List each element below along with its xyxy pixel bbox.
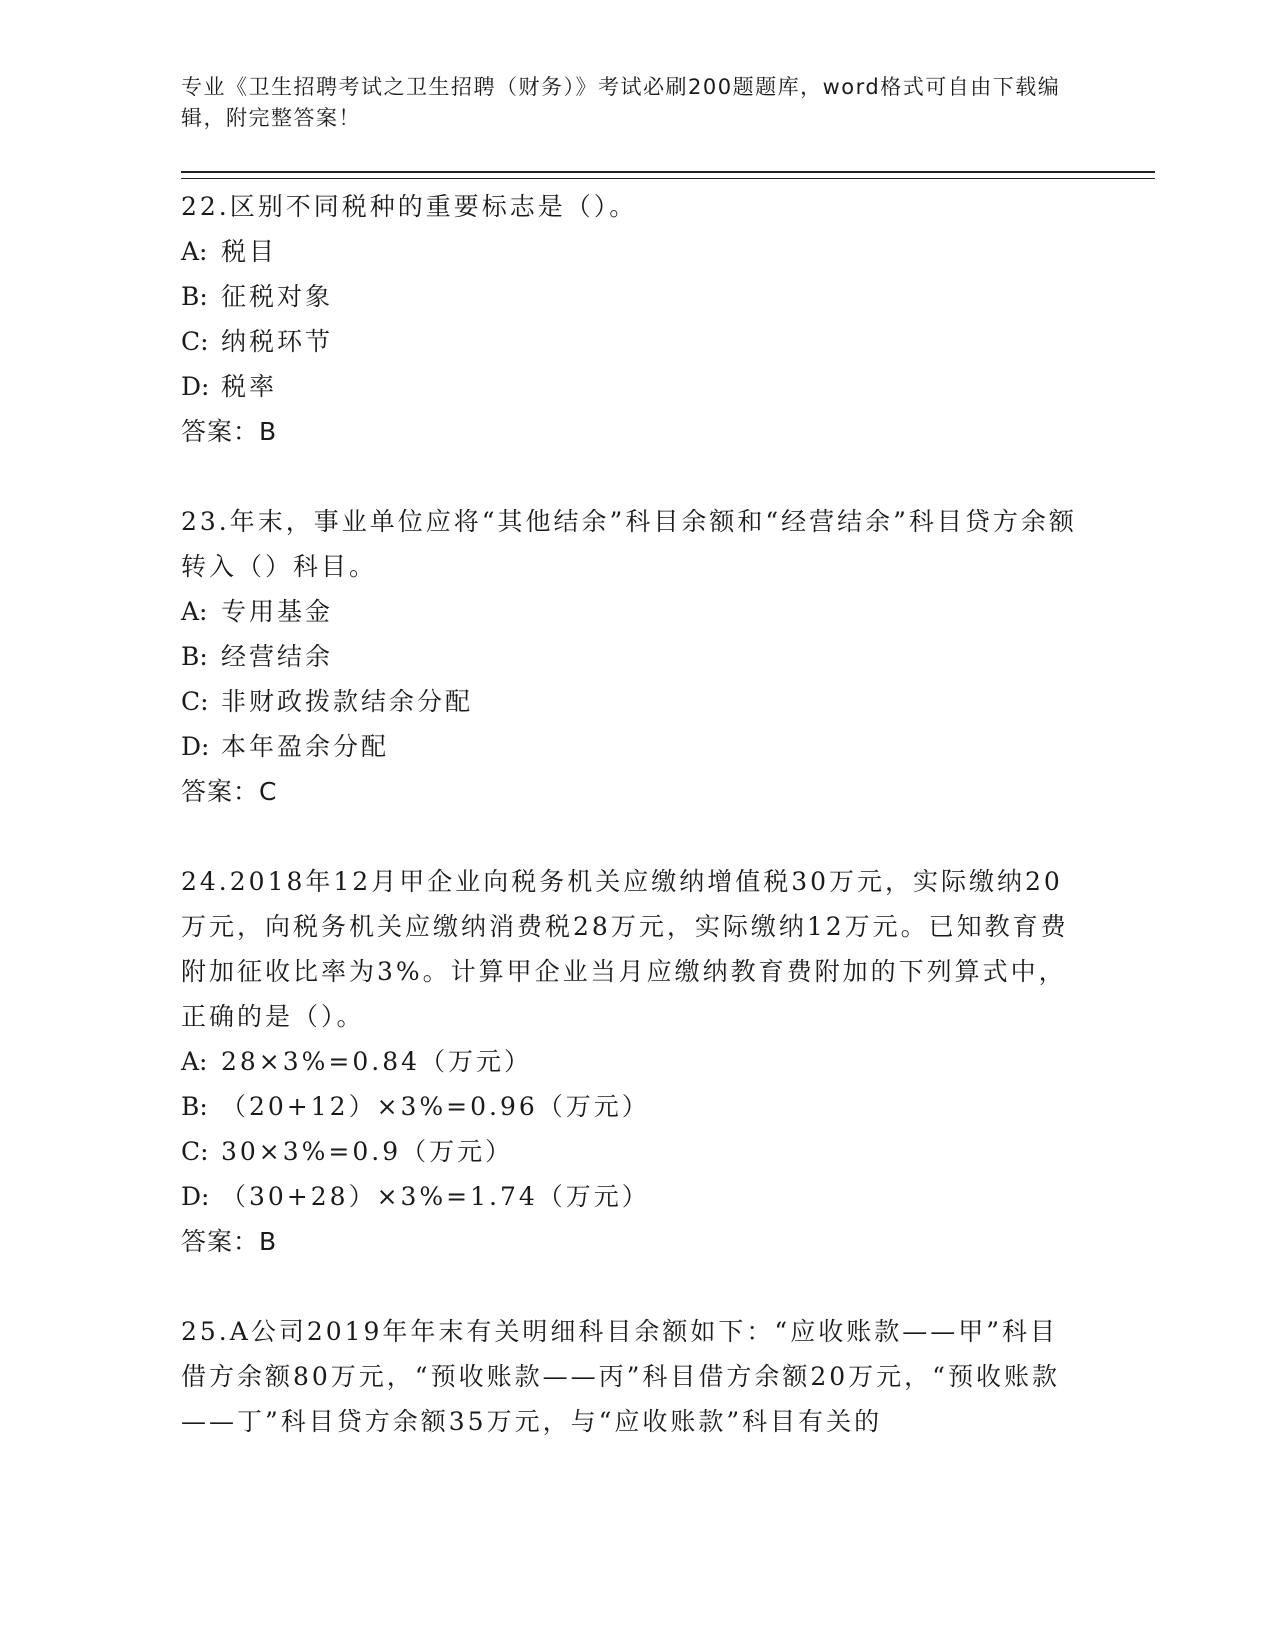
option-key: D: bbox=[181, 732, 210, 761]
answer-option bbox=[181, 1039, 1081, 1084]
answer-option bbox=[181, 1129, 1081, 1174]
option-text: 征税对象 bbox=[221, 282, 334, 311]
option-key: A: bbox=[181, 237, 208, 266]
option-text: 纳税环节 bbox=[221, 327, 334, 356]
answer-option bbox=[181, 1174, 1081, 1219]
option-key: C: bbox=[181, 327, 209, 356]
answer-option bbox=[181, 1084, 1081, 1129]
option-key: D: bbox=[181, 372, 210, 401]
question-block bbox=[181, 859, 1081, 1264]
option-key: C: bbox=[181, 687, 209, 716]
option-text: 28×3%=0.84（万元） bbox=[221, 1047, 533, 1076]
option-key: D: bbox=[181, 1182, 210, 1211]
question-stem: 22.区别不同税种的重要标志是（）。 bbox=[181, 192, 638, 221]
answer-option bbox=[181, 229, 1081, 274]
question-block bbox=[181, 499, 1081, 814]
option-key: A: bbox=[181, 1047, 208, 1076]
question-stem: 25.A公司2019年年末有关明细科目余额如下：“应收账款——甲”科目借方余额80万元，“预收账款——丙”科目借方余额20万元，“预收账款——丁”科目贷方余额35万元，与“应收账款”科目有关的 bbox=[181, 1317, 1060, 1436]
option-text: （20+12）×3%=0.96（万元） bbox=[221, 1092, 650, 1121]
option-text: 税目 bbox=[221, 237, 278, 266]
option-text: 经营结余 bbox=[221, 642, 334, 671]
answer-option bbox=[181, 634, 1081, 679]
header-divider-thick bbox=[181, 171, 1155, 173]
answer-option bbox=[181, 589, 1081, 634]
header-divider-thin bbox=[181, 178, 1155, 179]
option-key: B: bbox=[181, 282, 208, 311]
document-header: 专业《卫生招聘考试之卫生招聘（财务）》考试必刷200题题库，word格式可自由下载编辑，附完整答案！ bbox=[181, 75, 1061, 130]
answer-line: 答案：C bbox=[181, 777, 278, 806]
question-stem: 23.年末，事业单位应将“其他结余”科目余额和“经营结余”科目贷方余额转入（）科目。 bbox=[181, 507, 1077, 581]
answer-option bbox=[181, 724, 1081, 769]
option-text: 非财政拨款结余分配 bbox=[221, 687, 474, 716]
option-text: 专用基金 bbox=[221, 597, 334, 626]
answer-option bbox=[181, 679, 1081, 724]
question-block bbox=[181, 1309, 1081, 1444]
option-text: 本年盈余分配 bbox=[221, 732, 390, 761]
question-list bbox=[181, 184, 1081, 1489]
option-key: C: bbox=[181, 1137, 209, 1166]
answer-option bbox=[181, 364, 1081, 409]
option-text: 30×3%=0.9（万元） bbox=[221, 1137, 514, 1166]
option-text: （30+28）×3%=1.74（万元） bbox=[221, 1182, 650, 1211]
option-text: 税率 bbox=[221, 372, 278, 401]
option-key: B: bbox=[181, 1092, 208, 1121]
answer-line: 答案：B bbox=[181, 417, 278, 446]
answer-line: 答案：B bbox=[181, 1227, 278, 1256]
question-block bbox=[181, 184, 1081, 454]
question-stem: 24.2018年12月甲企业向税务机关应缴纳增值税30万元，实际缴纳20万元，向税务机关应缴纳消费税28万元，实际缴纳12万元。已知教育费附加征收比率为3%。计算甲企业当月应缴纳教育费附加的下列算式中，正确的是（）。 bbox=[181, 867, 1069, 1031]
option-key: A: bbox=[181, 597, 208, 626]
answer-option bbox=[181, 319, 1081, 364]
answer-option bbox=[181, 274, 1081, 319]
option-key: B: bbox=[181, 642, 208, 671]
